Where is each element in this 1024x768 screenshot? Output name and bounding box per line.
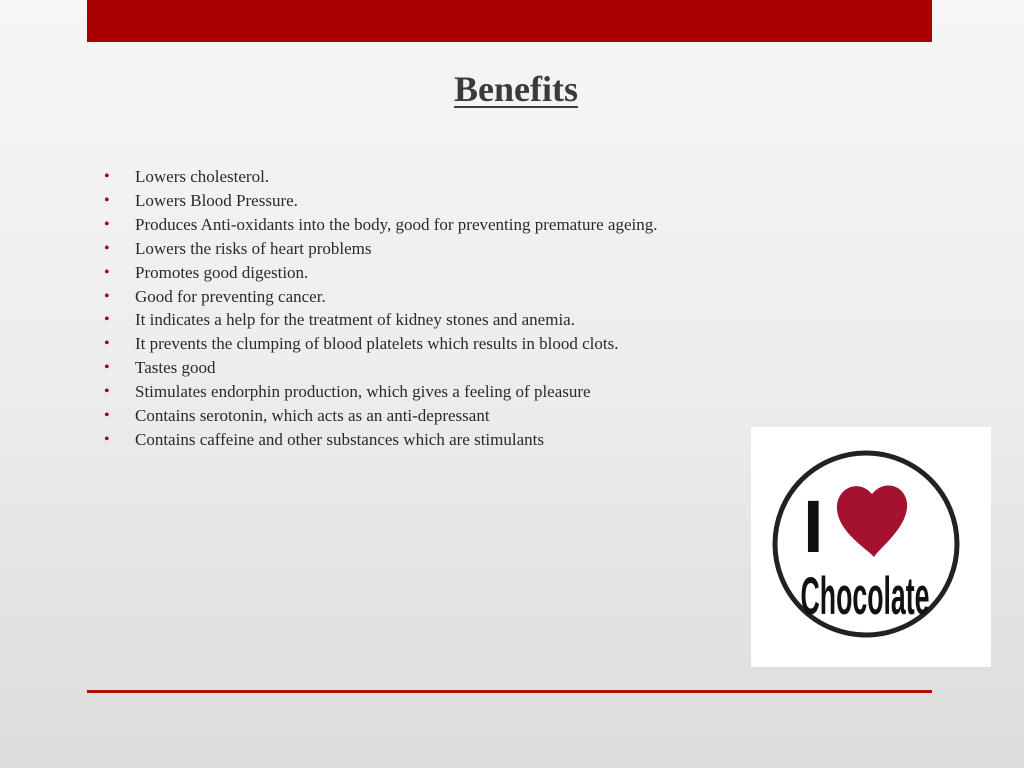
- bullet-icon: •: [104, 335, 110, 353]
- list-item-text: Good for preventing cancer.: [135, 286, 326, 306]
- list-item-text: It indicates a help for the treatment of kidney stones and anemia.: [135, 310, 575, 330]
- list-item-text: Produces Anti-oxidants into the body, good for preventing premature ageing.: [135, 214, 658, 234]
- bullet-icon: •: [104, 239, 110, 257]
- list-item: [104, 356, 657, 380]
- list-item: [104, 261, 657, 285]
- bullet-icon: •: [104, 168, 110, 185]
- bullet-icon: •: [104, 191, 110, 209]
- bullet-icon: •: [104, 215, 110, 233]
- list-item: [104, 189, 657, 213]
- list-item-text: Stimulates endorphin production, which gives a feeling of pleasure: [135, 382, 591, 402]
- badge-word: Chocolate: [800, 566, 930, 626]
- bullet-icon: •: [104, 359, 110, 377]
- bullet-icon: •: [104, 383, 110, 401]
- list-item: [104, 213, 657, 237]
- list-item: [104, 332, 657, 356]
- bottom-divider: [87, 690, 932, 693]
- i-love-chocolate-image: [751, 427, 991, 667]
- list-item: [104, 165, 657, 189]
- slide-title: Benefits: [454, 69, 578, 109]
- list-item-text: Promotes good digestion.: [135, 262, 309, 282]
- list-item-text: Contains caffeine and other substances which are stimulants: [135, 429, 544, 449]
- bullet-icon: •: [104, 287, 110, 305]
- list-item: [104, 308, 657, 332]
- list-item: [104, 428, 657, 452]
- list-item: [104, 237, 657, 261]
- list-item: [104, 285, 657, 309]
- list-item: [104, 404, 657, 428]
- bullet-icon: •: [104, 430, 110, 448]
- list-item-text: Contains serotonin, which acts as an anti-depressant: [135, 406, 490, 426]
- benefits-list: [104, 165, 657, 452]
- list-item-text: Lowers cholesterol.: [135, 167, 270, 186]
- badge-letter-i: I: [803, 485, 824, 568]
- i-love-chocolate-badge: [751, 427, 991, 667]
- list-item: [104, 380, 657, 404]
- bullet-icon: •: [104, 263, 110, 281]
- bullet-icon: •: [104, 311, 110, 329]
- list-item-text: Lowers the risks of heart problems: [135, 238, 372, 258]
- list-item-text: Lowers Blood Pressure.: [135, 190, 298, 210]
- list-item-text: It prevents the clumping of blood platelets which results in blood clots.: [135, 334, 619, 354]
- top-accent-bar: [87, 0, 932, 42]
- bullet-icon: •: [104, 407, 110, 425]
- list-item-text: Tastes good: [135, 358, 216, 378]
